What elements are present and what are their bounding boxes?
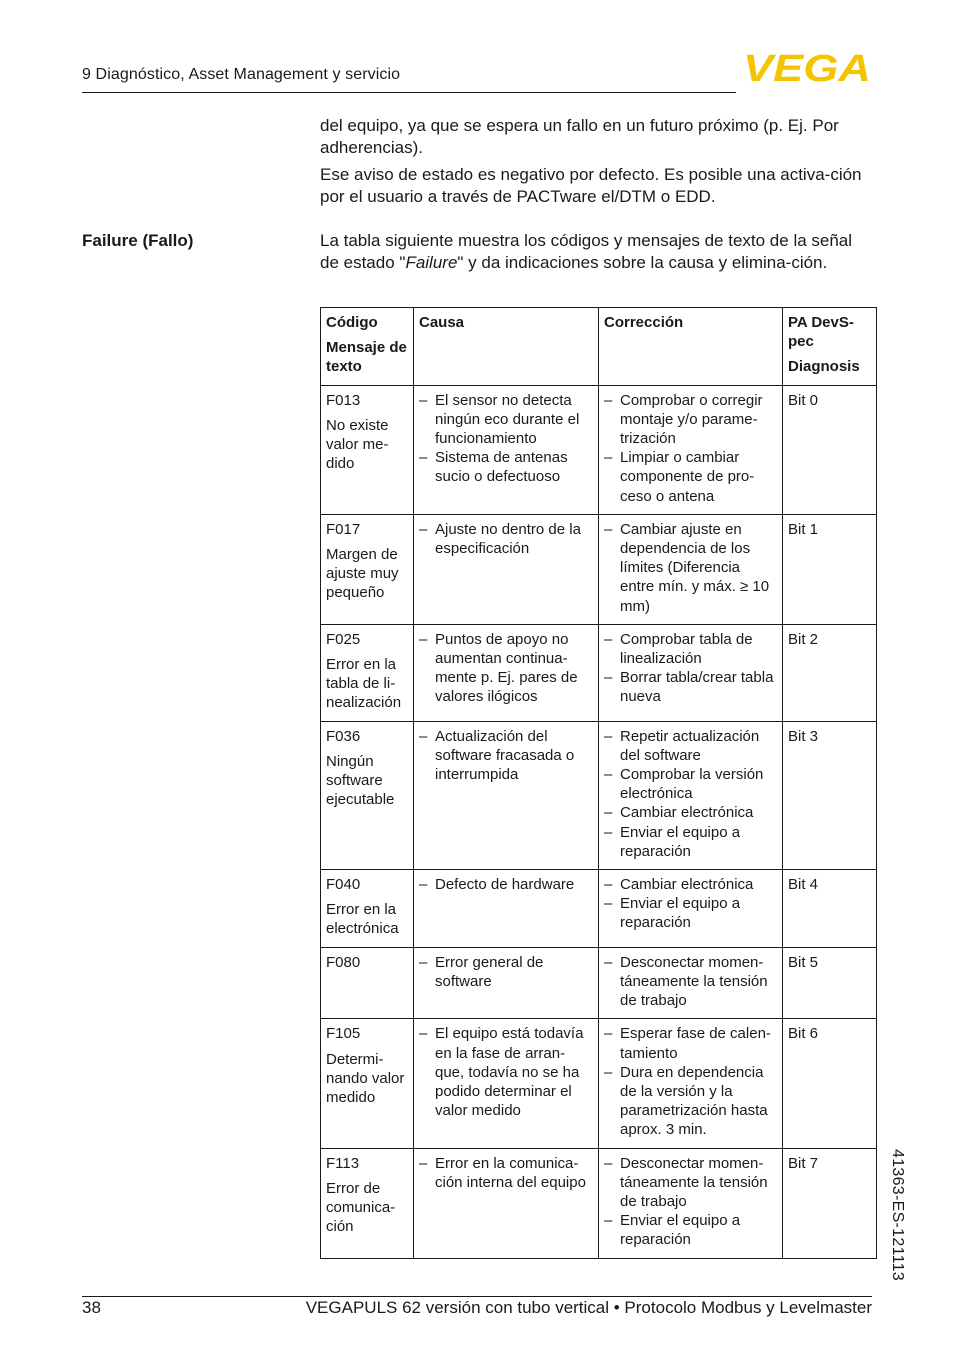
cell-correction <box>599 870 783 948</box>
cell-bit: Bit 3 <box>783 721 877 869</box>
list-item: – Enviar el equipo a reparación <box>604 823 741 860</box>
error-message: Error en la tabla de li-nealización <box>326 656 402 712</box>
error-code: F017 <box>326 520 361 538</box>
error-message: Error en la electrónica <box>326 901 399 938</box>
table-row <box>321 514 877 624</box>
list-item: – Enviar el equipo a reparación <box>604 1212 741 1249</box>
cell-code-message <box>321 624 414 721</box>
header-pa-devspec <box>783 308 877 386</box>
paragraph-intro: del equipo, ya que se espera un fallo en un futuro próximo (p. Ej. Por adherencias). <box>320 116 839 157</box>
cell-bit: Bit 0 <box>783 385 877 514</box>
header-section-title: 9 Diagnóstico, Asset Management y servicio <box>82 66 401 83</box>
side-heading-failure: Failure (Fallo) <box>82 231 194 250</box>
list-item: – Actualización del software fracasada o interrumpida <box>419 727 575 784</box>
paragraph-table-intro: La tabla siguiente muestra los códigos y mensajes de texto de la señal de estado "Failure" y da indicaciones sobre la causa y elimina-ción. <box>320 231 853 272</box>
cell-cause <box>414 1019 599 1148</box>
error-message: Determi-nando valor medido <box>326 1050 405 1106</box>
vega-logo <box>742 52 872 84</box>
cell-code-message <box>321 870 414 948</box>
header-rule <box>82 92 736 93</box>
list-item: – Cambiar ajuste en dependencia de los límites (Diferencia entre mín. y máx. ≥ 10 mm) <box>604 520 770 615</box>
footer-rule <box>82 1296 872 1297</box>
list-item: – El equipo está todavía en la fase de arran-que, todavía no se ha podido determinar el valor medido <box>419 1025 584 1120</box>
list-item: – Sistema de antenas sucio o defectuoso <box>419 449 568 486</box>
cell-bit: Bit 7 <box>783 1148 877 1258</box>
error-message: Margen de ajuste muy pequeño <box>326 546 399 602</box>
list-item: – Cambiar electrónica <box>604 804 754 822</box>
cell-code-message <box>321 385 414 514</box>
svg-text:VEGA: VEGA <box>743 52 871 84</box>
list-item: – Cambiar electrónica <box>604 876 754 894</box>
cell-cause <box>414 870 599 948</box>
list-item: – Puntos de apoyo no aumentan continua-mente p. Ej. pares de valores ilógicos <box>419 630 578 706</box>
cell-code-message <box>321 721 414 869</box>
page-number: 38 <box>82 1298 101 1317</box>
list-item: – Error general de software <box>419 953 544 990</box>
error-code: F025 <box>326 630 361 648</box>
error-message: Ningún software ejecutable <box>326 752 395 809</box>
failure-italic: Failure <box>405 252 458 272</box>
cell-correction <box>599 624 783 721</box>
cell-correction <box>599 1148 783 1258</box>
list-item: – Limpiar o cambiar componente de pro-ceso o antena <box>604 449 755 505</box>
header-code-message <box>321 308 414 386</box>
header-diagnosis: Diagnosis <box>788 358 860 376</box>
header-pa-devspec-label: PA DevS-pec <box>788 314 854 351</box>
cell-correction <box>599 514 783 624</box>
cell-cause <box>414 514 599 624</box>
cell-bit: Bit 6 <box>783 1019 877 1148</box>
header-correction: Corrección <box>599 308 783 386</box>
error-code: F105 <box>326 1025 361 1043</box>
cell-cause <box>414 385 599 514</box>
list-item: – Desconectar momen-táneamente la tensión de trabajo <box>604 953 768 1010</box>
table-row <box>321 1019 877 1148</box>
list-item: – Enviar el equipo a reparación <box>604 895 741 932</box>
cell-cause <box>414 721 599 869</box>
cell-cause <box>414 624 599 721</box>
list-item: – Desconectar momen-táneamente la tensión de trabajo <box>604 1154 768 1210</box>
table-row <box>321 721 877 869</box>
error-code: F013 <box>326 391 361 409</box>
cell-cause <box>414 1148 599 1258</box>
error-code: F113 <box>326 1154 360 1172</box>
list-item: – Comprobar la versión electrónica <box>604 766 764 803</box>
list-item: – Repetir actualización del software <box>604 727 760 764</box>
list-item: – El sensor no detecta ningún eco durante el funcionamiento <box>419 391 580 448</box>
list-item: – Error en la comunica-ción interna del equipo <box>419 1154 586 1191</box>
error-code: F036 <box>326 727 361 745</box>
header-code: Código <box>326 314 378 331</box>
cell-code-message <box>321 514 414 624</box>
cell-correction <box>599 385 783 514</box>
table-row <box>321 947 877 1019</box>
header-cause: Causa <box>414 308 599 386</box>
header-message: Mensaje de texto <box>326 339 407 376</box>
cell-correction <box>599 1019 783 1148</box>
cell-code-message <box>321 947 414 1019</box>
list-item: – Dura en dependencia de la versión y la parametrización hasta aprox. 3 min. <box>604 1063 768 1139</box>
list-item: – Comprobar tabla de linealización <box>604 630 753 668</box>
document-id-vertical: 41363-ES-121113 <box>889 1148 906 1282</box>
table-header-row <box>321 308 877 386</box>
list-item: – Comprobar o corregir montaje y/o parame-trización <box>604 391 763 448</box>
cell-bit: Bit 5 <box>783 947 877 1019</box>
error-code: F080 <box>326 953 361 971</box>
list-item: – Esperar fase de calen-tamiento <box>604 1025 771 1062</box>
cell-bit: Bit 2 <box>783 624 877 721</box>
error-message: Error de comunica-ción <box>326 1179 396 1236</box>
list-item: – Ajuste no dentro de la especificación <box>419 520 581 558</box>
table-row <box>321 624 877 721</box>
table-row <box>321 1148 877 1258</box>
cell-bit: Bit 4 <box>783 870 877 948</box>
list-item: – Borrar tabla/crear tabla nueva <box>604 669 774 706</box>
cell-code-message <box>321 1148 414 1258</box>
footer-title: VEGAPULS 62 versión con tubo vertical • Protocolo Modbus y Levelmaster <box>305 1298 872 1317</box>
cell-code-message <box>321 1019 414 1148</box>
cell-correction <box>599 947 783 1019</box>
cell-correction <box>599 721 783 869</box>
paragraph-status-default: Ese aviso de estado es negativo por defecto. Es posible una activa-ción por el usuario a través de PACTware el/DTM o EDD. <box>320 165 862 206</box>
error-message: No existe valor me-dido <box>326 416 389 473</box>
failure-table <box>320 307 877 1259</box>
cell-cause <box>414 947 599 1019</box>
list-item: – Defecto de hardware <box>419 876 575 894</box>
cell-bit: Bit 1 <box>783 514 877 624</box>
table-row <box>321 870 877 948</box>
table-row <box>321 385 877 514</box>
error-code: F040 <box>326 876 361 894</box>
